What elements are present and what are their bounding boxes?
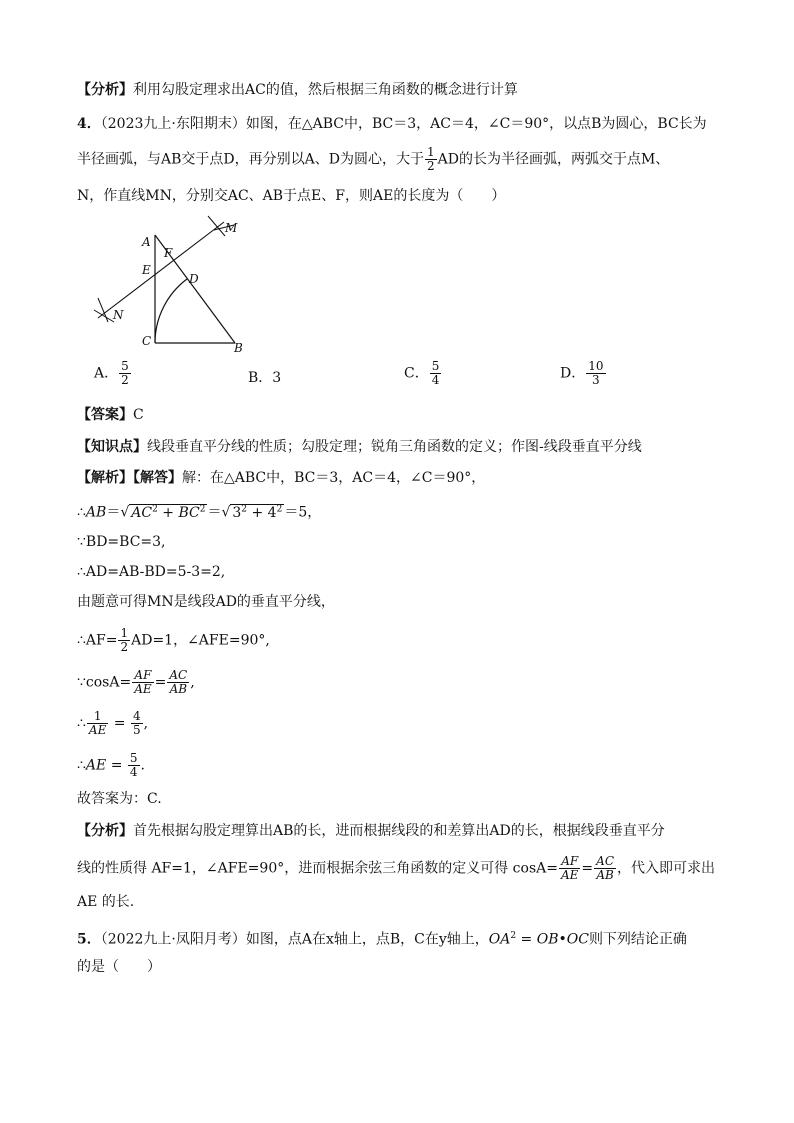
q4-line1: 4．（2023九上·东阳期末）如图，在△ABC中，BC＝3，AC＝4，∠C＝90°，以点B为圆心，BC长为	[77, 116, 707, 132]
analysis-line3: AE 的长.	[77, 894, 135, 910]
prev-analysis: 【分析】利用勾股定理求出AC的值，然后根据三角函数的概念进行计算	[77, 82, 518, 98]
solution-step-5: ∴AF= $\frac{1}{2}$ AD=1，∠AFE=90°,	[77, 626, 270, 654]
knowledge-points: 【知识点】线段垂直平分线的性质；勾股定理；锐角三角函数的定义；作图-线段垂直平分线	[77, 439, 642, 455]
geometry-figure	[88, 212, 258, 358]
label-d: D	[189, 272, 199, 286]
solution-step-3: ∴AD=AB-BD=5-3=2,	[77, 564, 226, 580]
solution-step-2: ∵BD=BC=3,	[77, 534, 166, 550]
option-d: D． $\frac{10}{3}$	[560, 359, 604, 387]
option-c: C． $\frac{5}{4}$	[404, 359, 440, 387]
arc-mark-n1	[98, 298, 108, 322]
sqrt-icon: √	[221, 504, 231, 521]
label-e: E	[142, 263, 151, 277]
solution-step-4: 由题意可得MN是线段AD的垂直平分线，	[77, 594, 335, 610]
arc-cd	[155, 279, 187, 343]
label-b: B	[234, 341, 243, 355]
solution-step-8: ∴AE = $\frac{5}{4}$ .	[77, 751, 145, 779]
option-a: A． $\frac{5}{2}$	[94, 359, 129, 387]
solution-step-6: ∵cosA= $\frac{AF}{AE}$ = $\frac{AC}{AB}$ ,	[77, 668, 195, 696]
q4-line2: 半径画弧，与AB交于点D，再分别以A、D为圆心，大于 $\frac{1}{2}$ AD的长为半径画弧，两弧交于点M、	[77, 145, 670, 173]
label-f: F	[164, 246, 173, 260]
sqrt-icon: √	[120, 504, 130, 521]
analysis-line1: 【分析】首先根据勾股定理算出AB的长，进而根据线段的和差算出AD的长，根据线段垂直平分	[77, 823, 665, 839]
label-n: N	[113, 308, 124, 322]
q4-line3: N，作直线MN，分别交AC、AB于点E、F，则AE的长度为（ ）	[77, 188, 506, 204]
solution-step-7: ∴ $\frac{1}{AE}$ = $\frac{4}{5}$ ,	[77, 709, 149, 737]
q5-line2: 的是（ ）	[77, 959, 161, 975]
solution-step-1: ∴AB＝√ $AC^2 + BC^2$ ＝√ $3^2 + 4^2 =5$，	[77, 504, 322, 521]
arc-mark-m1	[208, 216, 225, 236]
label-a: A	[142, 235, 151, 249]
option-b: B．3	[248, 370, 282, 386]
analysis-line2: 线的性质得 AF=1，∠AFE=90°，进而根据余弦三角函数的定义可得 cosA= $\frac{AF}{AE}$ = $\frac{AC}{AB}$ ，代入即可求出	[77, 854, 716, 882]
q5-line1: 5．（2022九上·凤阳月考）如图，点A在x轴上，点B，C在y轴上，$OA^2$ = OB•OC则下列结论正确	[77, 931, 687, 948]
solution-conclusion: 故答案为：C.	[77, 791, 162, 807]
label-m: M	[225, 221, 238, 235]
answer: 【答案】C	[77, 407, 144, 423]
fraction-half: $\frac{1}{2}$	[426, 145, 435, 173]
solution-intro: 【解析】【解答】解：在△ABC中，BC＝3，AC＝4，∠C＝90°，	[77, 470, 486, 486]
label-c: C	[142, 334, 152, 348]
